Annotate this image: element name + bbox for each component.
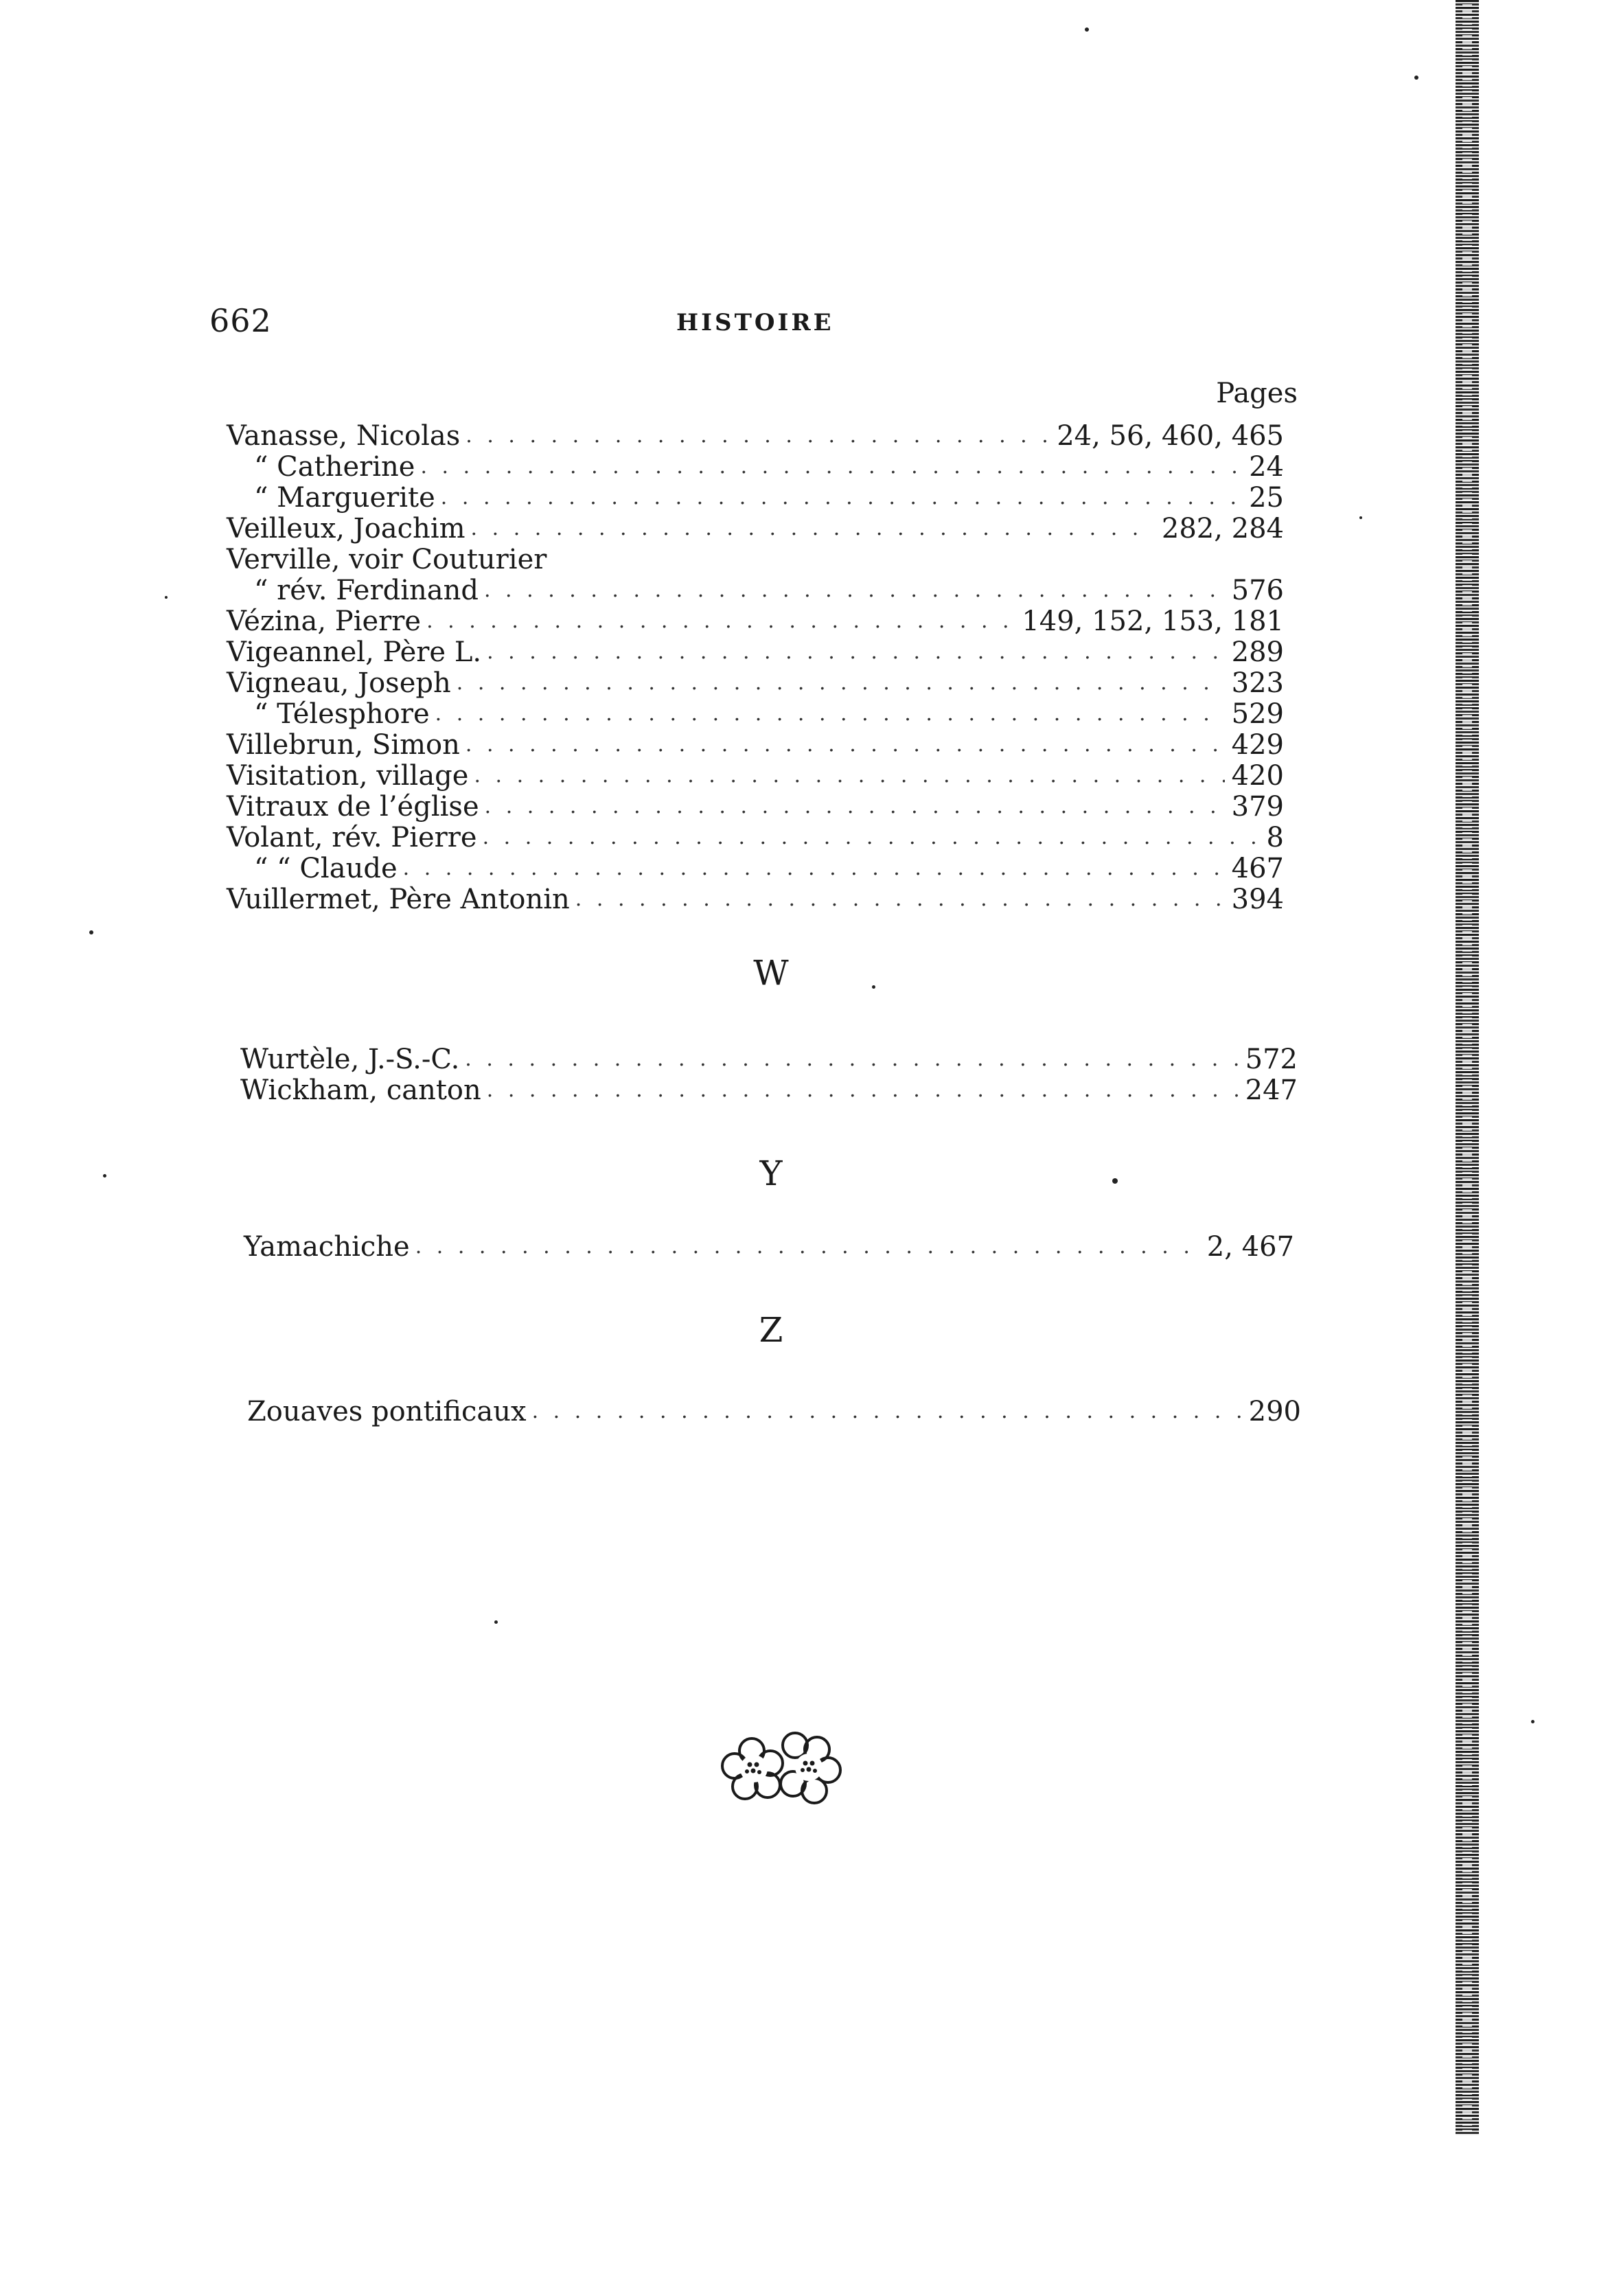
- scan-speck: [1112, 1178, 1118, 1184]
- page-header: [209, 302, 1280, 343]
- index-entry: [227, 822, 1284, 853]
- dot-leader: [465, 733, 1225, 760]
- entry-name: Volant, rév. Pierre: [227, 822, 477, 853]
- dot-leader: [435, 702, 1225, 729]
- dot-leader: [465, 1047, 1238, 1075]
- entry-pages: 282, 284: [1161, 513, 1284, 544]
- entry-pages: 289: [1231, 636, 1284, 668]
- scan-speck: [494, 1620, 498, 1624]
- section-letter-z: Z: [759, 1310, 783, 1350]
- scan-speck: [103, 1174, 106, 1178]
- index-entry: [227, 606, 1284, 636]
- index-entry: [227, 791, 1284, 822]
- index-entry: [227, 544, 1284, 575]
- index-entry: [240, 1075, 1298, 1105]
- scan-speck: [1359, 516, 1362, 519]
- dot-leader: [426, 609, 1015, 636]
- entry-name: “ Télesphore: [254, 698, 430, 730]
- index-entry: [227, 853, 1284, 884]
- dot-leader: [484, 578, 1225, 606]
- entry-name: Villebrun, Simon: [227, 729, 460, 761]
- entry-name: Vézina, Pierre: [227, 606, 422, 637]
- page-number: 662: [209, 302, 272, 339]
- entry-pages: 290: [1248, 1396, 1301, 1427]
- index-z: [247, 1396, 1301, 1427]
- entry-pages: 467: [1231, 853, 1284, 884]
- dot-leader: [465, 424, 1050, 451]
- index-entry: [227, 420, 1284, 451]
- entry-name: Vigneau, Joseph: [227, 667, 451, 699]
- scan-speck: [89, 930, 93, 934]
- scan-speck: [1531, 1720, 1534, 1723]
- index-entry: [227, 884, 1284, 915]
- entry-name: Verville, voir Couturier: [227, 544, 547, 575]
- entry-pages: 25: [1249, 482, 1284, 514]
- section-letter-y: Y: [759, 1153, 783, 1193]
- entry-pages: 429: [1231, 729, 1284, 761]
- flower-ornament-icon: [714, 1723, 851, 1813]
- scan-speck: [165, 596, 168, 599]
- entry-pages: 24: [1249, 451, 1284, 483]
- dot-leader: [532, 1399, 1242, 1427]
- section-letter-w: W: [753, 953, 789, 993]
- index-entry: [244, 1231, 1294, 1262]
- dot-leader: [483, 825, 1260, 853]
- entry-name: “ Marguerite: [254, 482, 435, 514]
- entry-name: Wickham, canton: [240, 1075, 481, 1106]
- entry-name: “ “ Claude: [254, 853, 398, 884]
- dot-leader: [485, 794, 1225, 822]
- entry-name: Vigeannel, Père L.: [227, 636, 482, 668]
- entry-pages: 2, 467: [1206, 1231, 1294, 1263]
- entry-pages: 379: [1231, 791, 1284, 823]
- entry-name: Wurtèle, J.-S.-C.: [240, 1044, 460, 1075]
- dot-leader: [403, 856, 1225, 884]
- entry-pages: 24, 56, 460, 465: [1057, 420, 1284, 452]
- scan-speck: [872, 985, 875, 989]
- index-entry: [247, 1396, 1301, 1427]
- scan-speck: [1085, 27, 1089, 32]
- entry-pages: 420: [1231, 760, 1284, 792]
- index-entry: [227, 482, 1284, 513]
- index-entry: [227, 575, 1284, 606]
- scan-speck: [1414, 76, 1418, 80]
- index-y: [244, 1231, 1294, 1262]
- entry-name: Veilleux, Joachim: [227, 513, 465, 544]
- entry-name: Vitraux de l’église: [227, 791, 479, 823]
- running-head: HISTOIRE: [676, 309, 834, 336]
- dot-leader: [471, 516, 1155, 544]
- binding-edge: [1456, 0, 1479, 2135]
- dot-leader: [474, 764, 1224, 791]
- index-entry: [227, 760, 1284, 791]
- index-entry: [227, 513, 1284, 544]
- index-entry: [227, 729, 1284, 760]
- index-entries: [227, 420, 1284, 915]
- dot-leader: [441, 485, 1242, 513]
- entry-name: “ rév. Ferdinand: [254, 575, 479, 606]
- dot-leader: [457, 671, 1225, 698]
- dot-leader: [487, 640, 1225, 667]
- entry-pages: 529: [1231, 698, 1284, 730]
- dot-leader: [415, 1235, 1200, 1262]
- pages-column-label: Pages: [1216, 378, 1298, 409]
- entry-name: Zouaves pontificaux: [247, 1396, 527, 1427]
- entry-pages: 572: [1245, 1044, 1298, 1075]
- entry-name: Yamachiche: [244, 1231, 410, 1263]
- index-w: [240, 1044, 1298, 1105]
- index-entry: [227, 636, 1284, 667]
- entry-pages: 394: [1231, 884, 1284, 915]
- index-entry: [227, 698, 1284, 729]
- entry-pages: 576: [1231, 575, 1284, 606]
- entry-pages: 149, 152, 153, 181: [1022, 606, 1284, 637]
- entry-pages: 247: [1245, 1075, 1298, 1106]
- index-entry: [240, 1044, 1298, 1075]
- index-entry: [227, 667, 1284, 698]
- dot-leader: [420, 455, 1242, 482]
- entry-name: Vuillermet, Père Antonin: [227, 884, 570, 915]
- dot-leader: [575, 887, 1225, 915]
- entry-name: Vanasse, Nicolas: [227, 420, 461, 452]
- entry-pages: 323: [1231, 667, 1284, 699]
- entry-pages: 8: [1266, 822, 1284, 853]
- dot-leader: [487, 1078, 1239, 1105]
- index-entry: [227, 451, 1284, 482]
- entry-name: Visitation, village: [227, 760, 469, 792]
- entry-name: “ Catherine: [254, 451, 415, 483]
